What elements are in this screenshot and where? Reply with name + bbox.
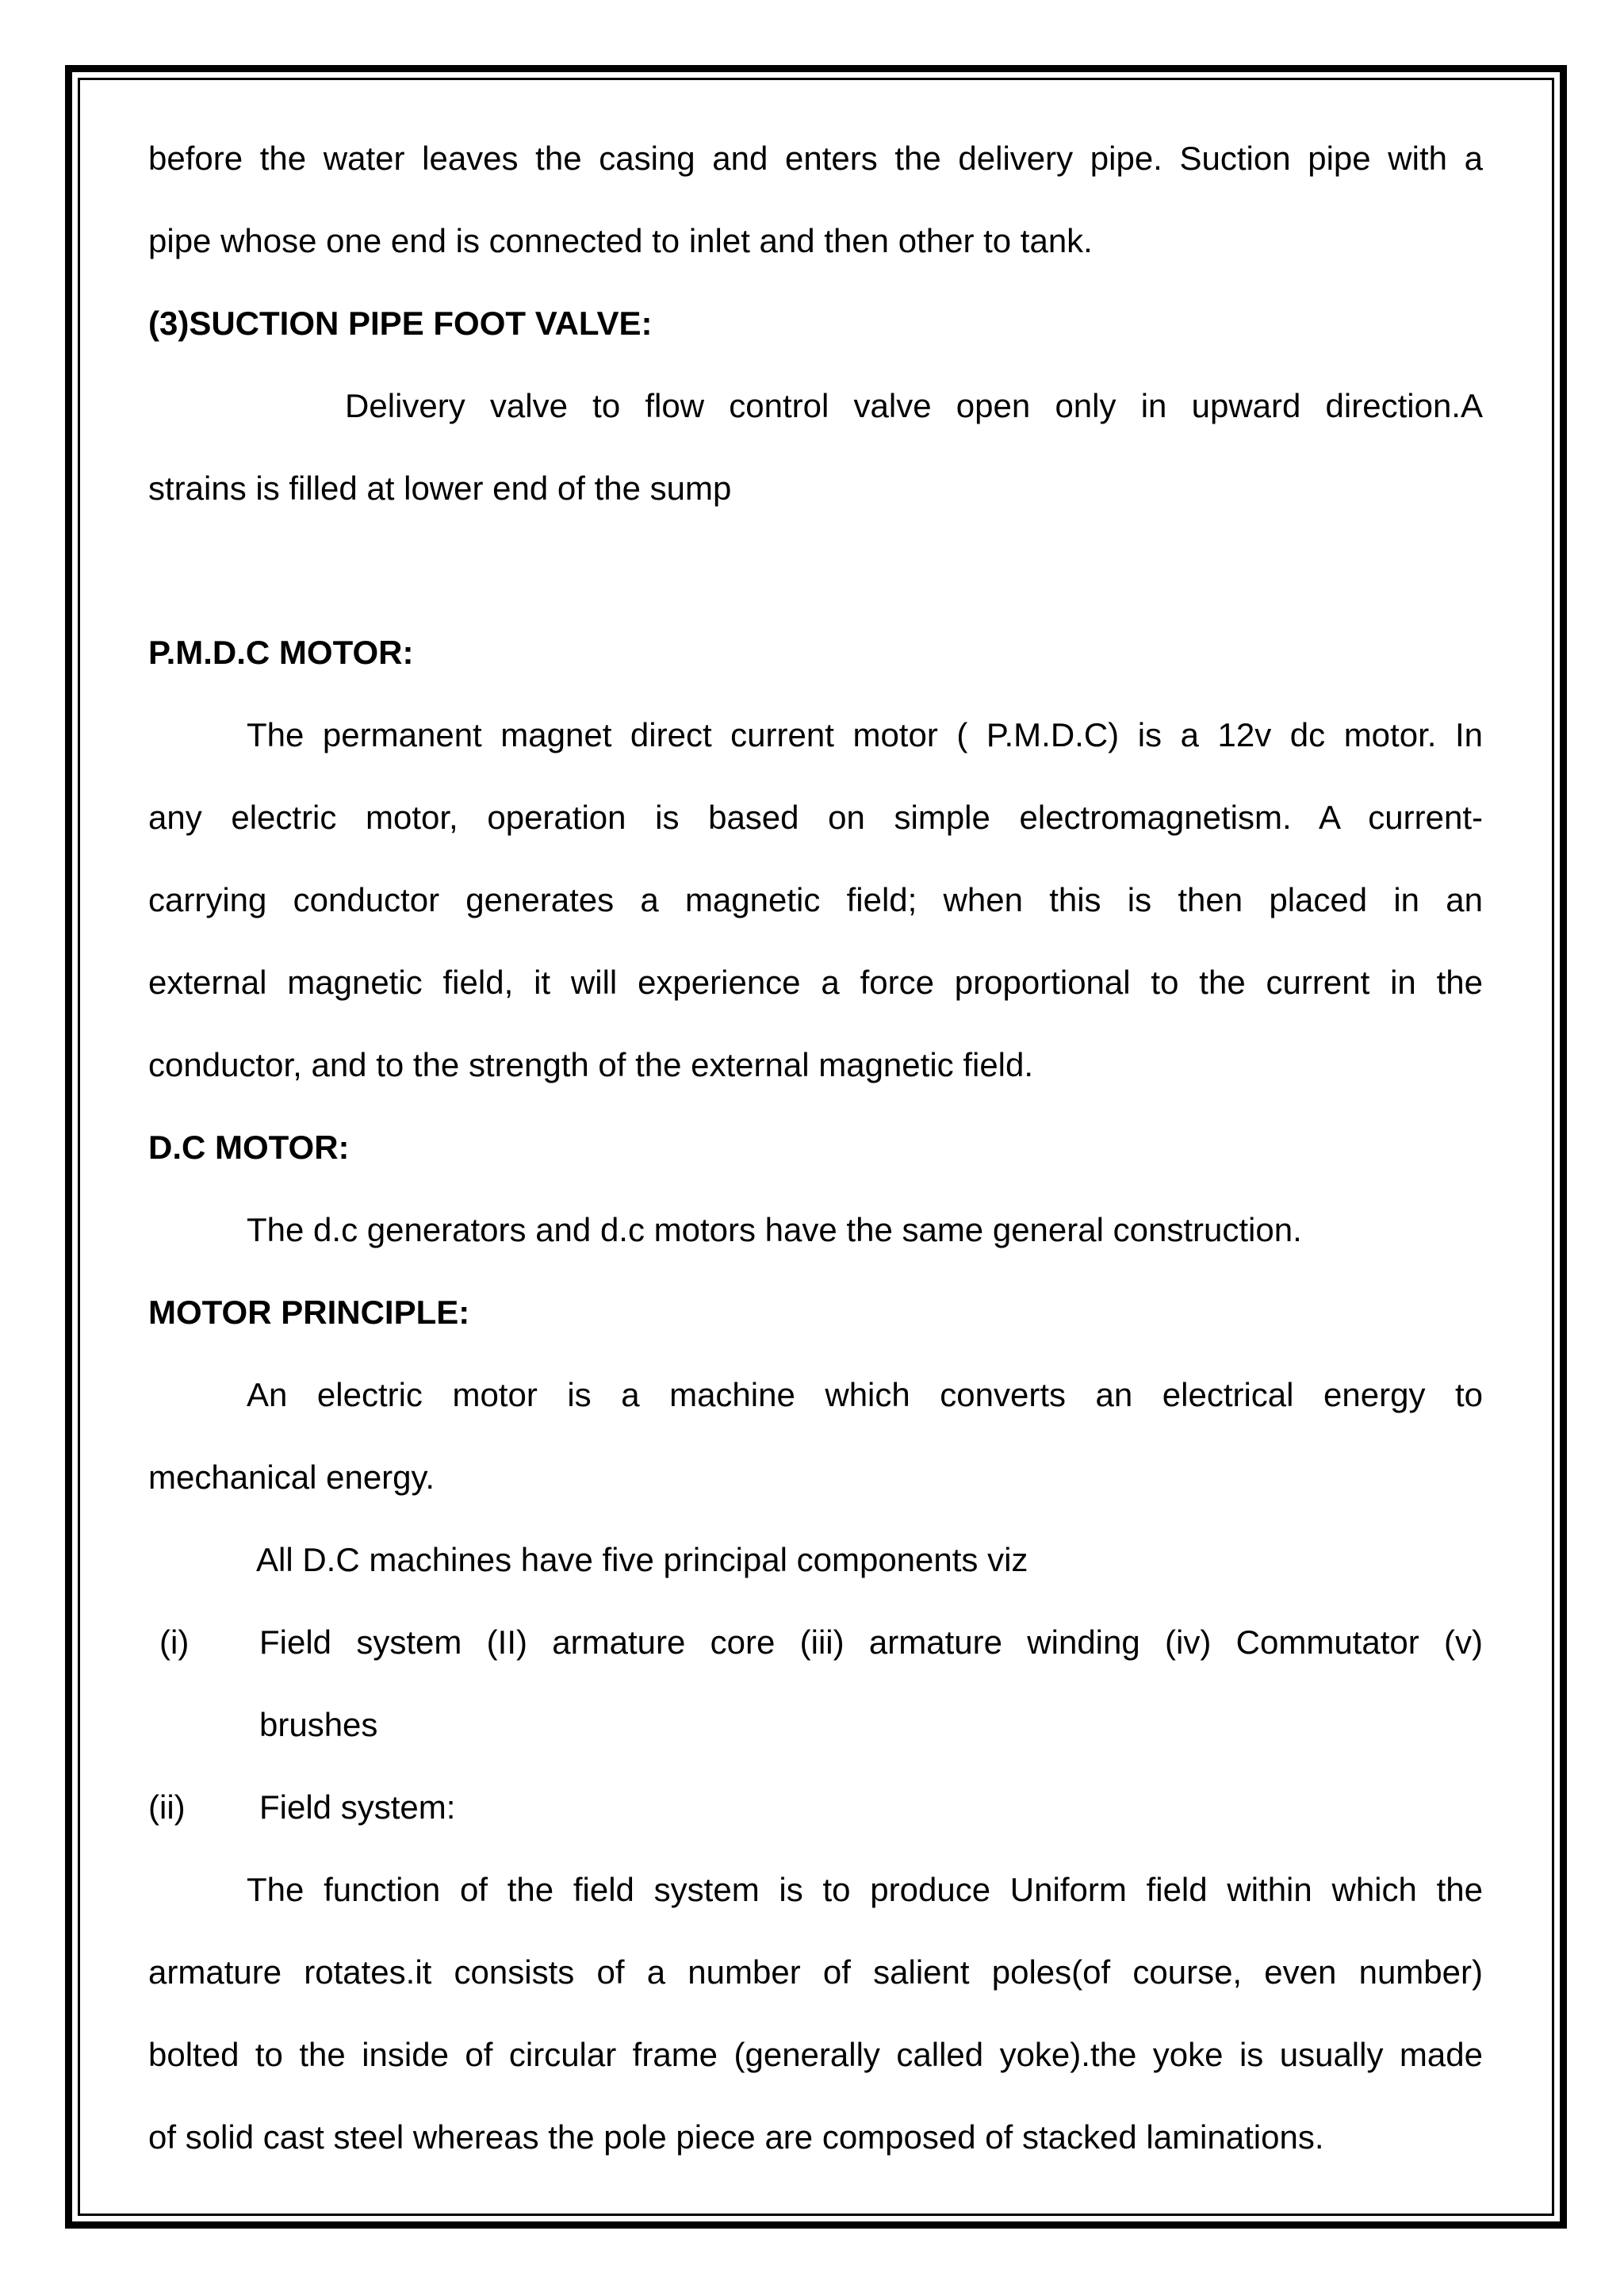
principle-line-1: An electric motor is a machine which converts an electrical energy to	[247, 1376, 1483, 1413]
components-intro: All D.C machines have five principal components viz	[256, 1541, 1028, 1578]
list-marker-1: (i)	[159, 1623, 190, 1661]
dc-line-1: The d.c generators and d.c motors have the same general construction.	[247, 1211, 1302, 1248]
field-line-3: bolted to the inside of circular frame (generally called yoke).the yoke is usually made	[148, 2036, 1483, 2073]
list-item-1-line-1: Field system (II) armature core (iii) armature winding (iv) Commutator (v)	[259, 1623, 1483, 1661]
pmdc-line-2: any electric motor, operation is based on simple electromagnetism. A current-	[148, 799, 1483, 836]
list-item-1-line-2: brushes	[259, 1706, 378, 1743]
suction-line-1: Delivery valve to flow control valve open only in upward direction.A	[345, 387, 1483, 424]
field-line-1: The function of the field system is to produce Uniform field within which the	[247, 1871, 1483, 1908]
pmdc-line-3: carrying conductor generates a magnetic field; when this is then placed in an	[148, 881, 1483, 918]
suction-heading: (3)SUCTION PIPE FOOT VALVE:	[148, 305, 653, 342]
pmdc-line-4: external magnetic field, it will experience a force proportional to the current in the	[148, 964, 1483, 1001]
pmdc-line-5: conductor, and to the strength of the external magnetic field.	[148, 1046, 1034, 1083]
intro-line-2: pipe whose one end is connected to inlet and then other to tank.	[148, 222, 1093, 259]
principle-line-2: mechanical energy.	[148, 1458, 435, 1496]
pmdc-heading: P.M.D.C MOTOR:	[148, 634, 414, 671]
suction-line-2: strains is filled at lower end of the sump	[148, 470, 732, 507]
pmdc-line-1: The permanent magnet direct current motor ( P.M.D.C) is a 12v dc motor. In	[247, 716, 1483, 753]
dc-heading: D.C MOTOR:	[148, 1129, 350, 1166]
list-marker-2: (ii)	[148, 1788, 186, 1826]
list-item-2-line-1: Field system:	[259, 1788, 456, 1826]
field-line-2: armature rotates.it consists of a number of salient poles(of course, even number)	[148, 1953, 1483, 1991]
principle-heading: MOTOR PRINCIPLE:	[148, 1294, 470, 1331]
intro-line-1: before the water leaves the casing and enters the delivery pipe. Suction pipe with a	[148, 140, 1483, 177]
field-line-4: of solid cast steel whereas the pole piece are composed of stacked laminations.	[148, 2118, 1324, 2156]
